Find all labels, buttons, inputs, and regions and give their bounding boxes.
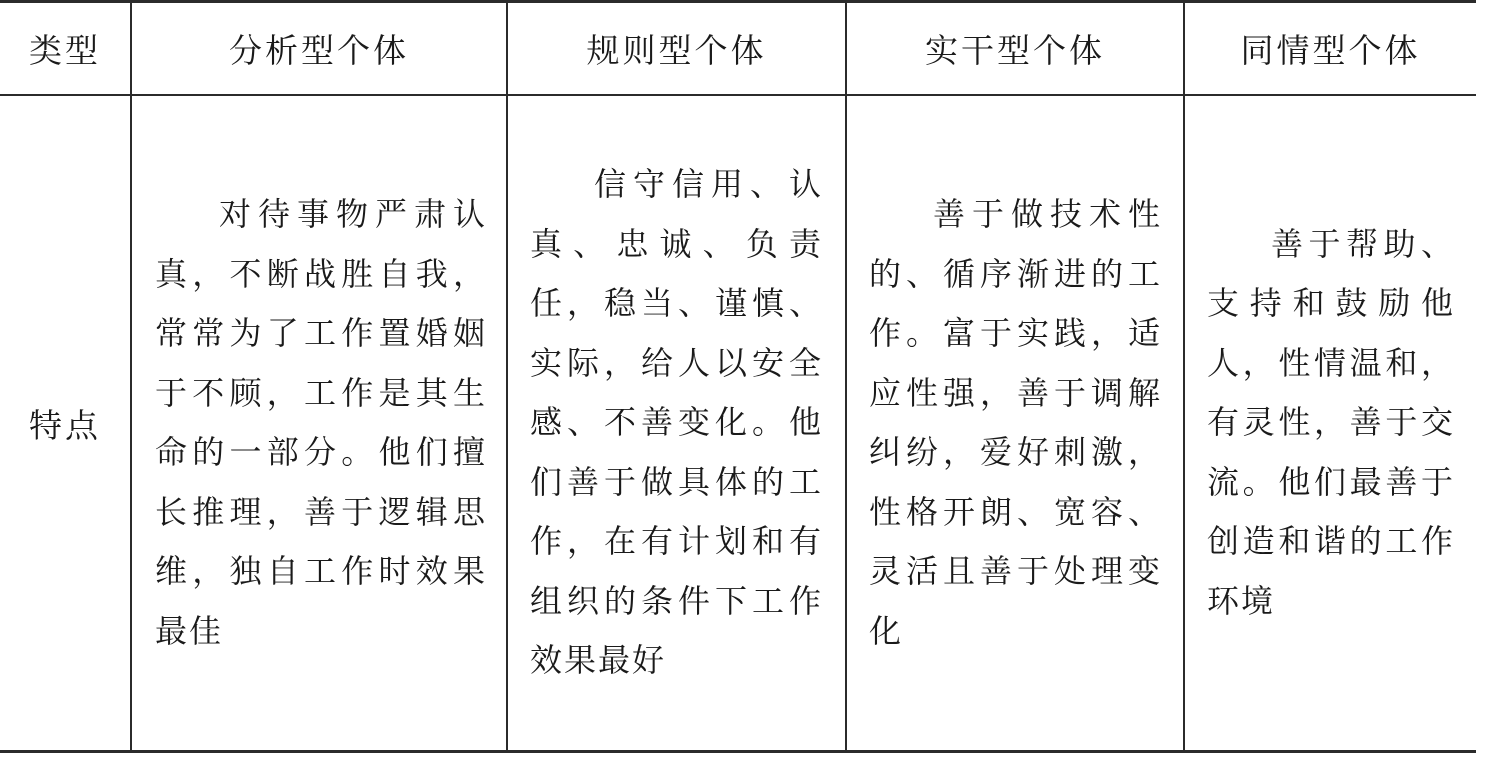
traits-cell-empathetic <box>1207 96 1455 750</box>
header-practical: 实干型个体 <box>925 31 1105 70</box>
traits-text-analytical: 对待事物严肃认真，不断战胜自我，常常为了工作置婚姻于不顾，工作是其生命的一部分。他们擅长推理，善于逻辑思维，独自工作时效果最佳 <box>155 195 487 650</box>
traits-text-practical: 善于做技术性的、循序渐进的工作。富于实践，适应性强，善于调解纠纷，爱好刺激，性格开朗、宽容、灵活且善于处理变化 <box>869 195 1162 650</box>
traits-text-rule-based: 信守信用、认真、忠诚、负责任，稳当、谨慎、实际，给人以安全感、不善变化。他们善于做具体的工作，在有计划和有组织的条件下工作效果最好 <box>530 165 823 680</box>
header-type-label: 类型 <box>29 31 101 70</box>
header-rule-based: 规则型个体 <box>586 31 767 70</box>
column-divider <box>130 0 132 753</box>
row-label-traits: 特点 <box>29 405 101 445</box>
table-bottom-rule <box>0 750 1476 753</box>
traits-cell-practical <box>869 96 1162 750</box>
traits-cell-rule-based <box>530 96 823 750</box>
header-empathetic: 同情型个体 <box>1240 31 1421 70</box>
traits-cell-analytical <box>155 96 487 750</box>
header-analytical: 分析型个体 <box>229 31 409 70</box>
traits-text-empathetic: 善于帮助、支持和鼓励他人，性情温和，有灵性，善于交流。他们最善于创造和谐的工作环境 <box>1207 224 1455 620</box>
column-divider <box>506 0 508 753</box>
column-divider <box>845 0 847 753</box>
column-divider <box>1183 0 1185 753</box>
